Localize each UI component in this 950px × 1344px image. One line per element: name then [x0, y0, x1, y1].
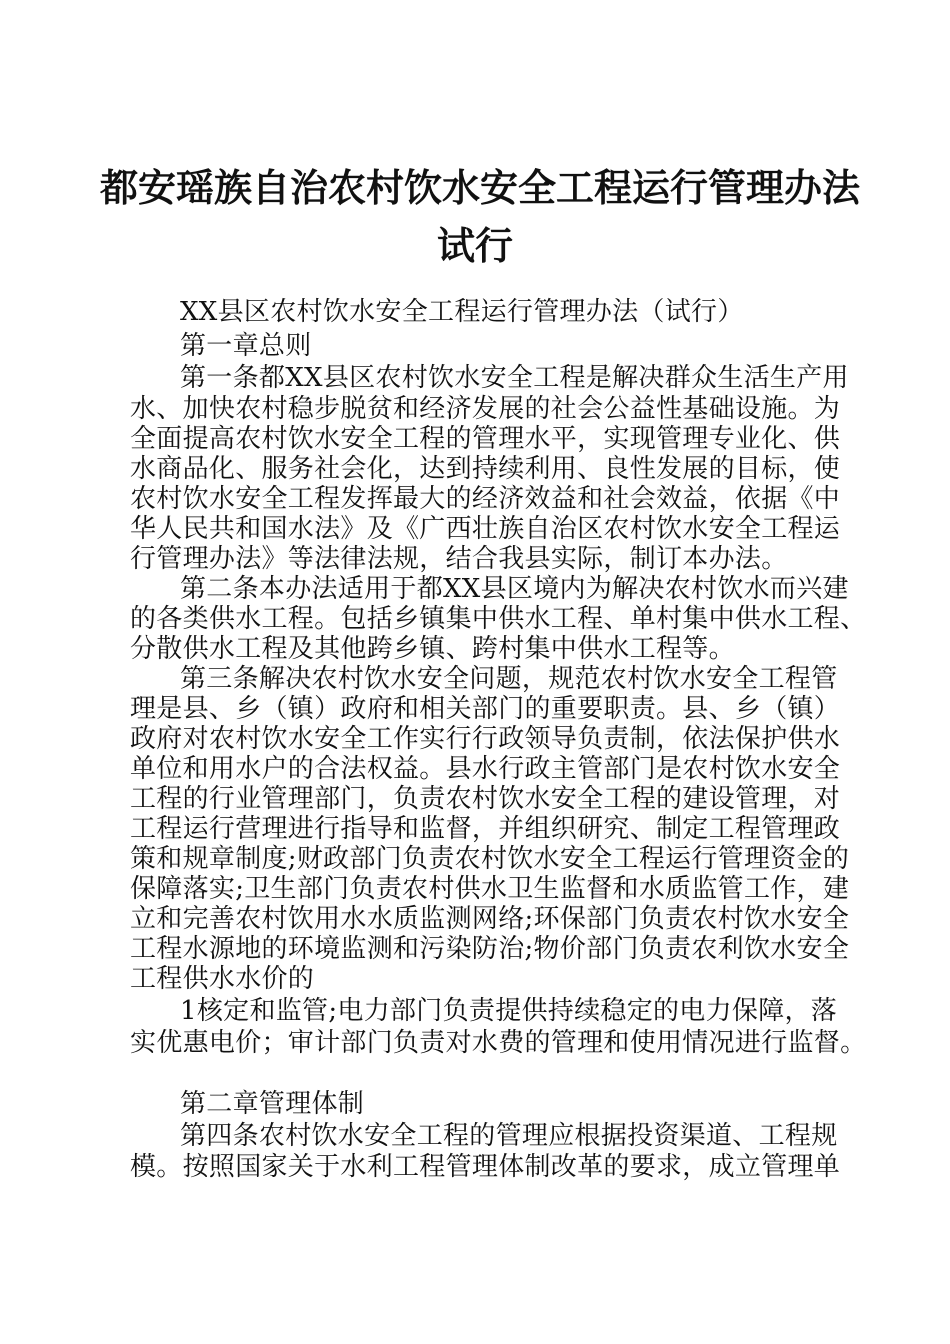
- paragraph-line: 实优惠电价；审计部门负责对水费的管理和使用情况进行监督。: [130, 1028, 867, 1058]
- paragraph-line: 第三条解决农村饮水安全问题，规范农村饮水安全工程管: [180, 664, 838, 694]
- paragraph-line: 第一条都XX县区农村饮水安全工程是解决群众生活生产用: [180, 363, 849, 393]
- paragraph-line: 保障落实;卫生部门负责农村供水卫生监督和水质监管工作，建: [130, 874, 850, 904]
- paragraph-line: 全面提高农村饮水安全工程的管理水平，实现管理专业化、供: [130, 424, 841, 454]
- chapter-heading: 第二章管理体制: [180, 1089, 365, 1119]
- paragraph-line: 模。按照国家关于水利工程管理体制改革的要求，成立管理单: [130, 1152, 841, 1182]
- paragraph-line: 工程供水水价的: [130, 964, 315, 994]
- paragraph-line: 行管理办法》等法律法规，结合我县实际，制订本办法。: [130, 544, 788, 574]
- document-title-line-2: 试行: [436, 224, 513, 268]
- paragraph-line: 农村饮水安全工程发挥最大的经济效益和社会效益，依据《中: [130, 484, 841, 514]
- chapter-heading: 第一章总则: [180, 331, 312, 361]
- paragraph-line: 第二条本办法适用于都XX县区境内为解决农村饮水而兴建: [180, 574, 849, 604]
- paragraph-line: 1核定和监管;电力部门负责提供持续稳定的电力保障，落: [180, 996, 838, 1026]
- paragraph-line: 华人民共和国水法》及《广西壮族自治区农村饮水安全工程运: [130, 514, 841, 544]
- paragraph-line: 立和完善农村饮用水水质监测网络;环保部门负责农村饮水安全: [130, 904, 850, 934]
- paragraph-line: 水、加快农村稳步脱贫和经济发展的社会公益性基础设施。为: [130, 394, 841, 424]
- paragraph-line: 第四条农村饮水安全工程的管理应根据投资渠道、工程规: [180, 1121, 838, 1151]
- paragraph-line: 工程运行营理进行指导和监督，并组织研究、制定工程管理政: [130, 814, 841, 844]
- paragraph-line: 单位和用水户的合法权益。县水行政主管部门是农村饮水安全: [130, 754, 841, 784]
- paragraph-line: 工程水源地的环境监测和污染防治;物价部门负责农利饮水安全: [130, 934, 850, 964]
- paragraph-line: 工程的行业管理部门，负责农村饮水安全工程的建设管理，对: [130, 784, 841, 814]
- paragraph-line: 政府对农村饮水安全工作实行行政领导负责制，依法保护供水: [130, 724, 841, 754]
- paragraph-line: 的各类供水工程。包括乡镇集中供水工程、单村集中供水工程、: [130, 604, 867, 634]
- document-title-line-1: 都安瑶族自治农村饮水安全工程运行管理办法: [100, 166, 861, 210]
- paragraph-line: 策和规章制度;财政部门负责农村饮水安全工程运行管理资金的: [130, 844, 850, 874]
- paragraph-line: 分散供水工程及其他跨乡镇、跨村集中供水工程等。: [130, 634, 735, 664]
- paragraph-line: 水商品化、服务社会化，达到持续利用、良性发展的目标，使: [130, 454, 841, 484]
- subtitle-line: XX县区农村饮水安全工程运行管理办法（试行）: [180, 297, 744, 327]
- paragraph-line: 理是县、乡（镇）政府和相关部门的重要职责。县、乡（镇）: [130, 694, 841, 724]
